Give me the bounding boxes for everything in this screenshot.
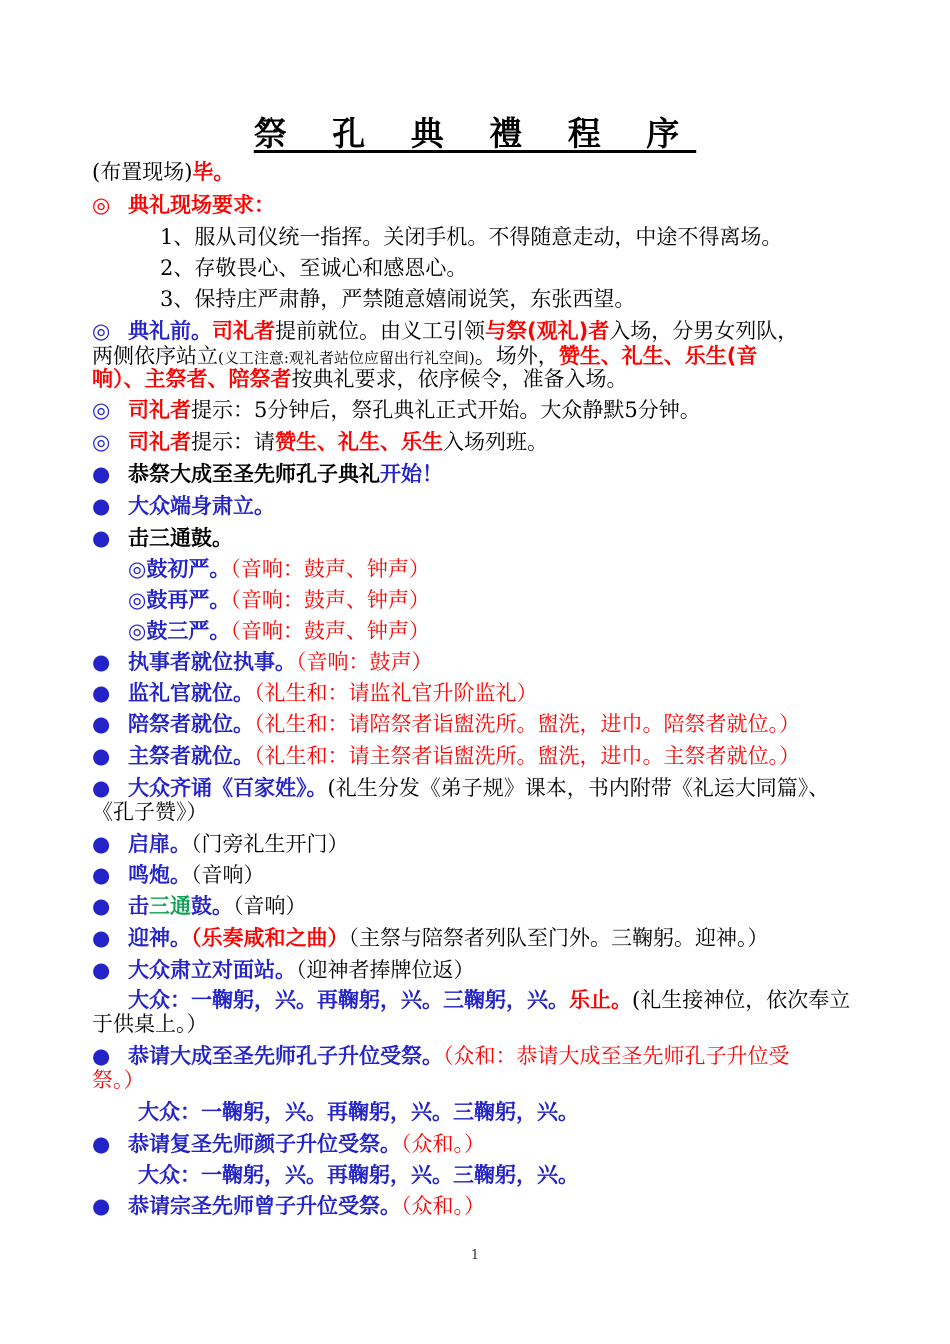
text-line: [138, 1100, 918, 1124]
text-run: （主祭与陪祭者列队至门外。三鞠躬。迎神。）: [348, 926, 769, 950]
text-run: （众和：恭请大成至圣先师孔子升位受: [443, 1044, 790, 1068]
text-run: 与祭(观礼)者: [485, 319, 610, 343]
text-line: [92, 367, 872, 391]
bullet-icon: ●: [92, 1194, 111, 1218]
text-line: [92, 712, 872, 736]
text-run: 击三通鼓。: [128, 526, 233, 550]
text-run: 入场，分男女列队，: [609, 319, 799, 343]
bullet-icon: ●: [92, 926, 111, 950]
text-run: 典礼前。: [128, 319, 212, 343]
text-run: 赞生、礼生、乐生(音: [558, 344, 758, 368]
text-run: 《孔子赞》）: [92, 800, 208, 824]
double-circle-icon: ◎: [92, 193, 111, 217]
text-run: (礼生接神位，依次奉立: [632, 988, 851, 1012]
text-run: （乐奏咸和之曲）: [191, 926, 349, 950]
text-line: [92, 650, 872, 674]
text-line: [92, 800, 872, 824]
bullet-icon: ●: [92, 958, 111, 982]
text-run: 迎神。: [128, 926, 191, 950]
bullet-icon: ●: [92, 1132, 111, 1156]
bullet-icon: ●: [92, 650, 111, 674]
bullet-icon: ●: [92, 832, 111, 856]
text-line: [92, 160, 872, 184]
text-line: [138, 1163, 918, 1187]
text-run: 鸣炮。: [128, 863, 191, 887]
text-run: 入场列班。: [443, 430, 548, 454]
text-run: 大众齐诵《百家姓》。: [128, 776, 328, 800]
text-run: 监礼官就位。: [128, 681, 254, 705]
text-run: 提示：请: [191, 430, 275, 454]
text-line: [92, 526, 872, 550]
double-circle-icon: ◎: [92, 398, 111, 422]
text-line: [92, 462, 872, 486]
text-run: （礼生和：请陪祭者诣盥洗所。盥洗，进巾。陪祭者就位。）: [254, 712, 800, 736]
text-line: [92, 863, 872, 887]
text-run: ◎鼓再严。: [128, 588, 231, 612]
text-run: 恭请大成至圣先师孔子升位受祭。: [128, 1044, 443, 1068]
text-line: [92, 319, 872, 343]
text-line: [92, 1132, 872, 1156]
text-run: 启扉。: [128, 832, 191, 856]
text-line: [92, 1044, 872, 1068]
text-line: [160, 287, 940, 311]
text-run: ◎鼓初严。: [128, 557, 231, 581]
text-line: [92, 926, 872, 950]
bullet-icon: ●: [92, 776, 111, 800]
text-line: [92, 1194, 872, 1218]
text-line: [92, 494, 872, 518]
text-run: （众和。）: [401, 1132, 485, 1156]
text-run: 大众：一鞠躬，兴。再鞠躬，兴。三鞠躬，兴。: [138, 1163, 579, 1187]
text-run: 乐止。: [569, 988, 632, 1012]
text-line: [92, 894, 872, 918]
text-line: [92, 430, 872, 454]
text-run: 主祭者就位。: [128, 744, 254, 768]
text-run: 大众肃立对面站。: [128, 958, 296, 982]
text-run: 提前就位。由义工引领: [275, 319, 485, 343]
text-run: 毕。: [192, 160, 235, 184]
text-run: （音响）: [191, 863, 265, 887]
text-run: 恭请复圣先师颜子升位受祭。: [128, 1132, 401, 1156]
bullet-icon: ●: [92, 863, 111, 887]
text-run: （众和。）: [401, 1194, 485, 1218]
double-circle-icon: ◎: [92, 430, 111, 454]
text-run: 大众：一鞠躬，兴。再鞠躬，兴。三鞠躬，兴。: [138, 1100, 579, 1124]
text-line: [92, 1012, 872, 1036]
text-line: [92, 193, 872, 217]
text-line: [160, 225, 940, 249]
text-run: （音响：鼓声、钟声）: [230, 557, 430, 581]
text-run: （音响：鼓声、钟声）: [230, 619, 430, 643]
text-run: 两侧依序站立: [92, 344, 218, 368]
text-run: ◎鼓三严。: [128, 619, 231, 643]
text-run: 响）、主祭者、陪祭者: [92, 367, 292, 391]
text-run: 三通: [149, 894, 191, 918]
text-run: 司礼者: [212, 319, 275, 343]
text-line: [92, 398, 872, 422]
text-run: 按典礼要求，依序候令，准备入场。: [291, 367, 628, 391]
text-run: （迎神者捧牌位返）: [296, 958, 475, 982]
text-line: [92, 681, 872, 705]
text-line: [160, 256, 940, 280]
text-line: [128, 619, 908, 643]
text-run: （礼生和：请主祭者诣盥洗所。盥洗，进巾。主祭者就位。）: [254, 744, 800, 768]
bullet-icon: ●: [92, 494, 111, 518]
text-run: 赞生、礼生、乐生: [275, 430, 443, 454]
text-line: [92, 776, 872, 800]
text-line: [128, 588, 908, 612]
bullet-icon: ●: [92, 681, 111, 705]
text-run: 恭祭大成至圣先师孔子典礼: [128, 462, 380, 486]
double-circle-icon: ◎: [92, 319, 111, 343]
text-run: (布置现场): [92, 160, 193, 184]
text-run: 祭。）: [92, 1068, 145, 1092]
text-line: [92, 958, 872, 982]
text-run: 司礼者: [128, 430, 191, 454]
text-run: （音响：鼓声）: [296, 650, 433, 674]
text-run: (义工注意:观礼者站位应留出行礼空间): [218, 349, 475, 367]
text-run: 鼓。: [191, 894, 233, 918]
text-run: 于供桌上。）: [92, 1012, 208, 1036]
text-line: [92, 744, 872, 768]
text-run: （门旁礼生开门）: [191, 832, 349, 856]
text-run: 开始！: [380, 462, 443, 486]
text-run: 大众端身肃立。: [128, 494, 275, 518]
text-run: 击: [128, 894, 149, 918]
text-run: 大众：一鞠躬，兴。再鞠躬，兴。三鞠躬，兴。: [128, 988, 569, 1012]
text-run: 2、存敬畏心、至诚心和感恩心。: [160, 256, 468, 280]
text-line: [128, 557, 908, 581]
text-run: （礼生和：请监礼官升阶监礼）: [254, 681, 538, 705]
bullet-icon: ●: [92, 894, 111, 918]
text-run: (礼生分发《弟子规》课本，书内附带《礼运大同篇》、: [327, 776, 830, 800]
text-line: [92, 1068, 872, 1092]
bullet-icon: ●: [92, 744, 111, 768]
text-run: 。场外，: [474, 344, 559, 368]
bullet-icon: ●: [92, 526, 111, 550]
text-run: （音响：鼓声、钟声）: [230, 588, 430, 612]
text-run: 陪祭者就位。: [128, 712, 254, 736]
text-run: 1、服从司仪统一指挥。关闭手机。不得随意走动，中途不得离场。: [160, 225, 783, 249]
bullet-icon: ●: [92, 1044, 111, 1068]
bullet-icon: ●: [92, 462, 111, 486]
text-run: 3、保持庄严肃静，严禁随意嬉闹说笑，东张西望。: [160, 287, 636, 311]
text-line: [128, 988, 908, 1012]
bullet-icon: ●: [92, 712, 111, 736]
text-run: 提示：5分钟后，祭孔典礼正式开始。大众静默5分钟。: [191, 398, 701, 422]
text-run: 典礼现场要求：: [128, 193, 275, 217]
text-run: 执事者就位执事。: [128, 650, 296, 674]
text-run: 司礼者: [128, 398, 191, 422]
page-title: 祭 孔 典 禮 程 序: [253, 114, 697, 153]
text-run: （音响）: [233, 894, 307, 918]
page-number: 1: [470, 1248, 480, 1263]
text-line: [92, 832, 872, 856]
text-run: 恭请宗圣先师曾子升位受祭。: [128, 1194, 401, 1218]
